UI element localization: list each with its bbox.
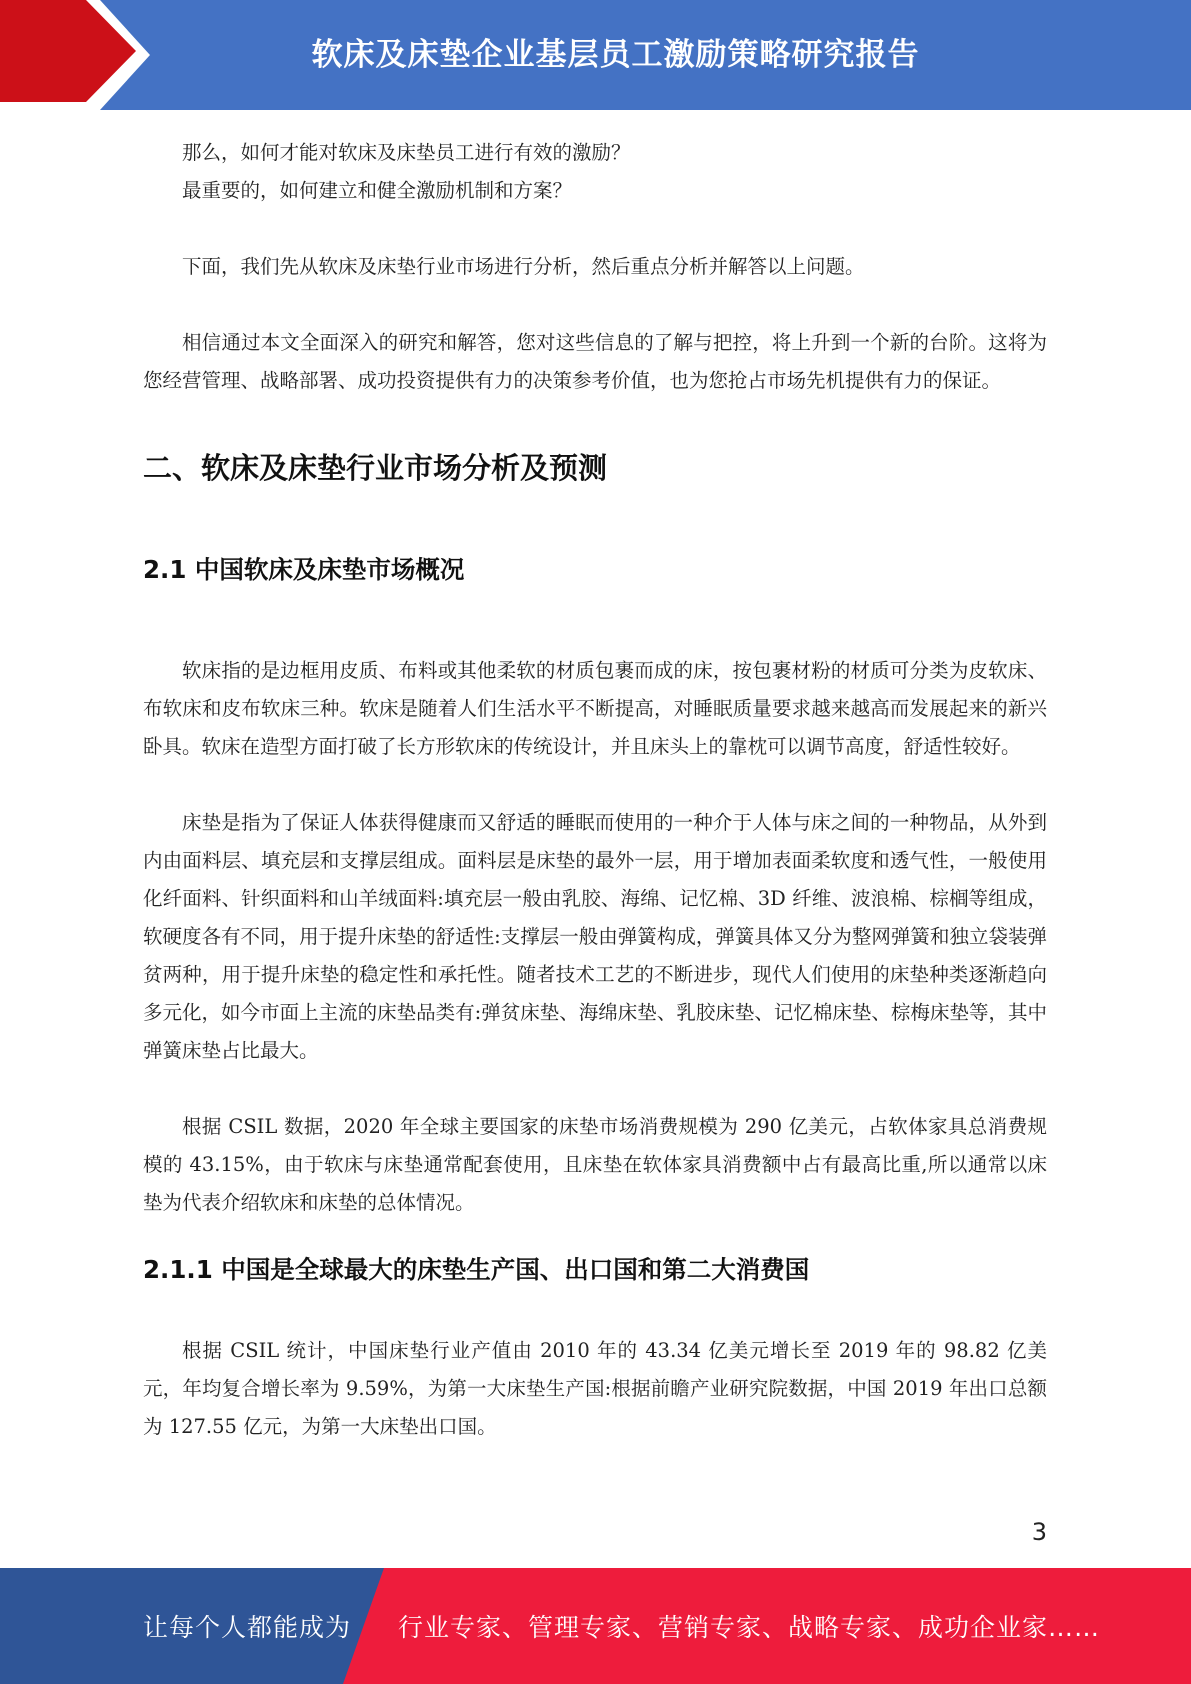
subsection-heading: 2.1 中国软床及床垫市场概况 [143, 555, 465, 584]
intro-line: 那么，如何才能对软床及床垫员工进行有效的激励？ [182, 141, 631, 164]
intro-paragraph: 下面，我们先从软床及床垫行业市场进行分析，然后重点分析并解答以上问题。 [182, 255, 865, 278]
report-title: 软床及床垫企业基层员工激励策略研究报告 [311, 36, 920, 73]
body-paragraph: 根据 CSIL 统计，中国床垫行业产值由 2010 年的 43.34 亿美元增长至 2019 年的 98.82 亿美元，年均复合增长率为 9.59%，为第一大床垫生产国:根据前瞻产业研究院数据，中国 2019 年出口总额为 127.55 亿元，为第一大床垫出口国。 [143, 1339, 1047, 1438]
body-paragraph: 根据 CSIL 数据，2020 年全球主要国家的床垫市场消费规模为 290 亿美元，占软体家具总消费规模的 43.15%，由于软床与床垫通常配套使用，且床垫在软体家具消费额中占有最高比重,所以通常以床垫为代表介绍软床和床垫的总体情况。 [143, 1115, 1047, 1214]
body-paragraph: 床垫是指为了保证人体获得健康而又舒适的睡眠而使用的一种介于人体与床之间的一种物品，从外到内由面料层、填充层和支撑层组成。面料层是床垫的最外一层，用于增加表面柔软度和透气性，一般使用化纤面料、针织面料和山羊绒面料:填充层一般由乳胶、海绵、记忆棉、3D 纤维、波浪棉、棕榈等组成，软硬度各有不同，用于提升床垫的舒适性:支撑层一般由弹簧构成，弹簧具体又分为整网弹簧和独立袋装弹贫两种，用于提升床垫的稳定性和承托性。随者技术工艺的不断进步，现代人们使用的床垫种类逐渐趋向多元化，如今市面上主流的床垫品类有:弹贫床垫、海绵床垫、乳胶床垫、记忆棉床垫、棕梅床垫等，其中弹簧床垫占比最大。 [143, 811, 1047, 1062]
section-heading: 二、软床及床垫行业市场分析及预测 [143, 451, 608, 485]
intro-paragraph: 相信通过本文全面深入的研究和解答，您对这些信息的了解与把控，将上升到一个新的台阶。这将为您经营管理、战略部署、成功投资提供有力的决策参考价值，也为您抢占市场先机提供有力的保证。 [143, 331, 1047, 392]
footer-slogan-right: 行业专家、管理专家、营销专家、战略专家、成功企业家…… [398, 1613, 1101, 1642]
footer-slogan-left: 让每个人都能成为 [143, 1613, 352, 1642]
body-paragraph: 软床指的是边框用皮质、布料或其他柔软的材质包裹而成的床，按包裹材粉的材质可分类为皮软床、布软床和皮布软床三种。软床是随着人们生活水平不断提高，对睡眠质量要求越来越高而发展起来的新兴卧具。软床在造型方面打破了长方形软床的传统设计，并且床头上的靠枕可以调节高度，舒适性较好。 [143, 659, 1047, 758]
page-footer [0, 1568, 1191, 1684]
page-number: 3 [1031, 1518, 1047, 1546]
page-header [0, 0, 1191, 110]
intro-line: 最重要的，如何建立和健全激励机制和方案？ [182, 179, 573, 202]
page-content [143, 134, 1047, 1446]
subsubsection-heading: 2.1.1 中国是全球最大的床垫生产国、出口国和第二大消费国 [143, 1255, 810, 1284]
